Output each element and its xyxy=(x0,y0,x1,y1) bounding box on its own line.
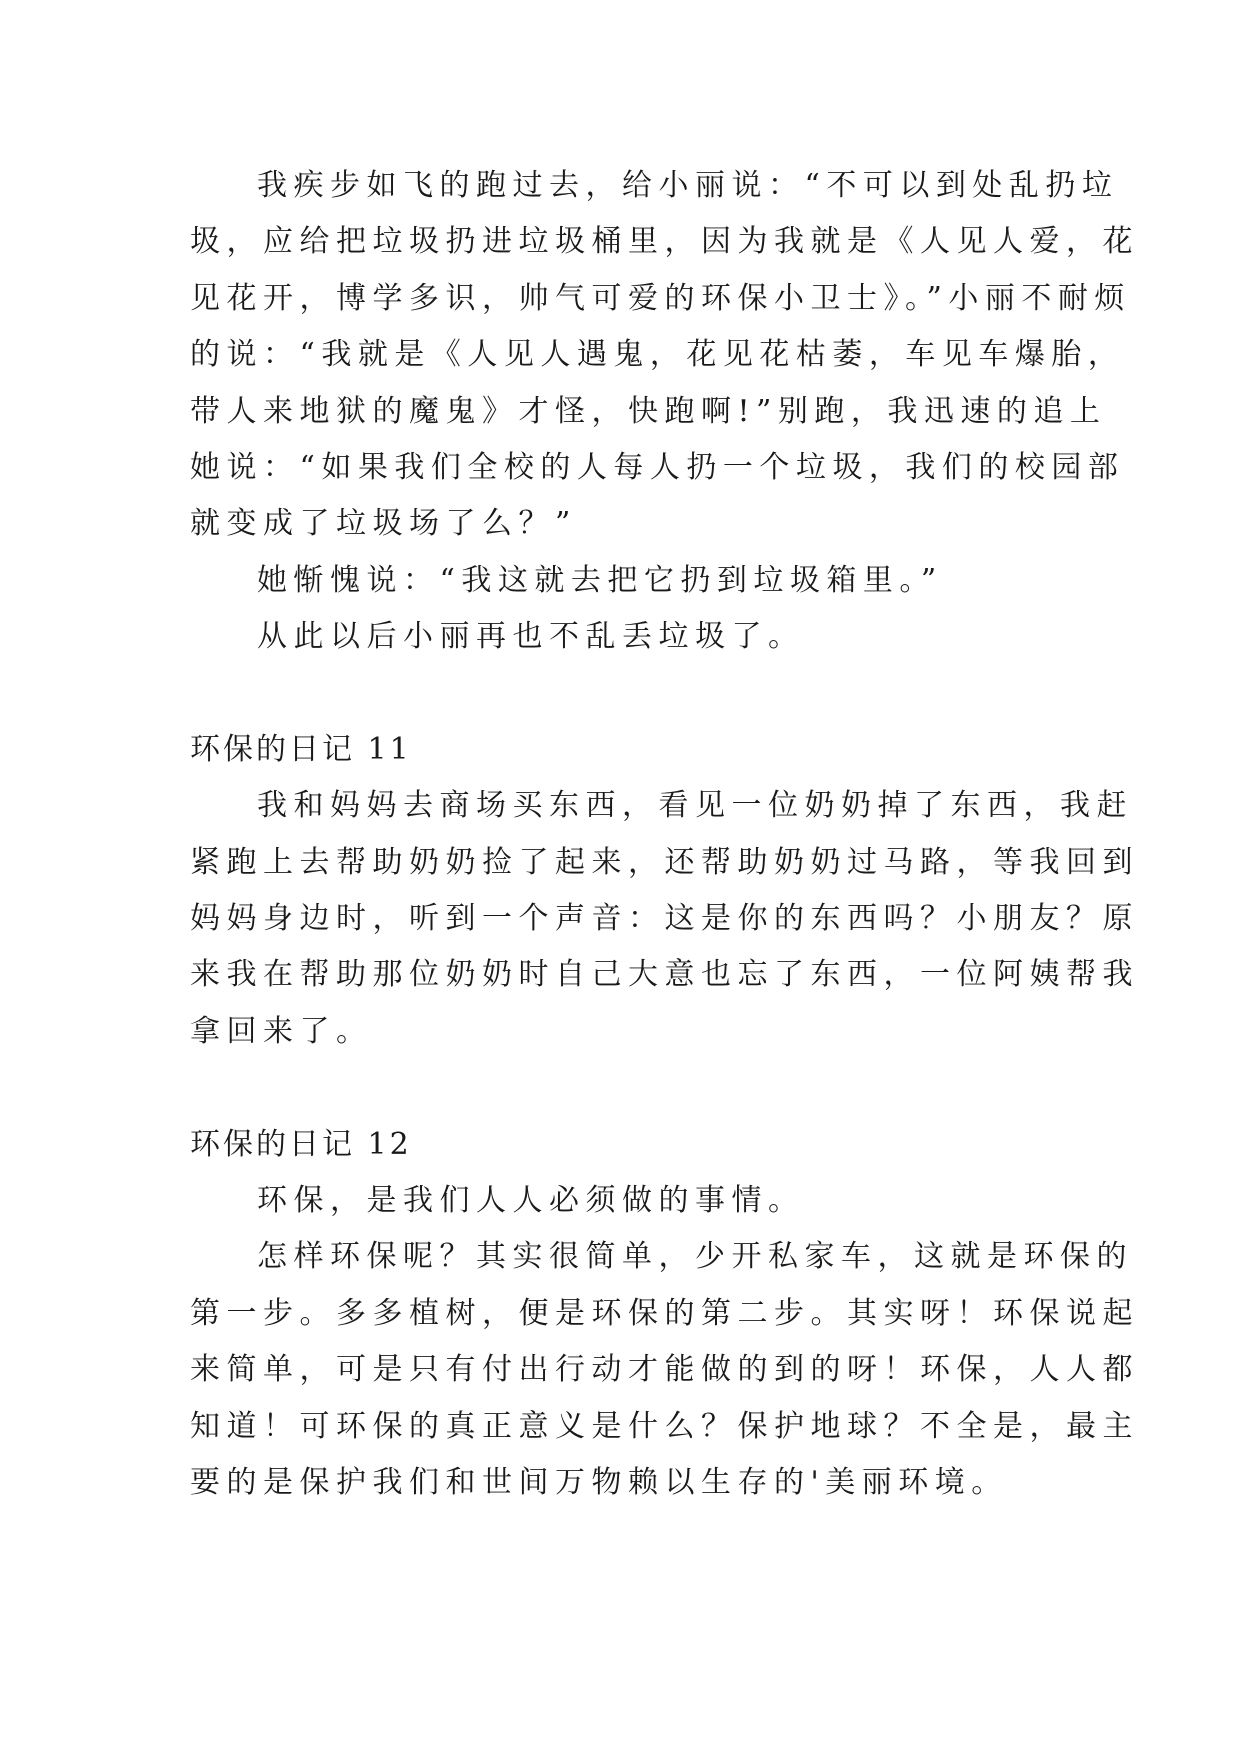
section-title-11: 环保的日记 11 xyxy=(190,731,412,767)
section-title-12: 环保的日记 12 xyxy=(190,1126,412,1162)
paragraph-ashamed xyxy=(190,553,1052,609)
text-line: 怎样环保呢？其实很简单，少开私家车，这就是环保的 xyxy=(257,1239,1133,1275)
text-line: 要的是保护我们和世间万物赖以生存的'美丽环境。 xyxy=(190,1464,1008,1500)
text-line: 环保，是我们人人必须做的事情。 xyxy=(257,1183,805,1219)
text-line: 第一步。多多植树，便是环保的第二步。其实呀！环保说起 xyxy=(190,1295,1139,1331)
text-line: 来简单，可是只有付出行动才能做的到的呀！环保，人人都 xyxy=(190,1352,1139,1388)
text-line: 紧跑上去帮助奶奶捡了起来，还帮助奶奶过马路，等我回到 xyxy=(190,844,1139,880)
text-line: 的说：“我就是《人见人遇鬼，花见花枯萎，车见车爆胎， xyxy=(190,337,1125,373)
text-line: 圾，应给把垃圾扔进垃圾桶里，因为我就是《人见人爱，花 xyxy=(190,224,1139,260)
text-line: 我和妈妈去商场买东西，看见一位奶奶掉了东西，我赶 xyxy=(257,788,1133,824)
text-line: 妈妈身边时，听到一个声音：这是你的东西吗？小朋友？原 xyxy=(190,901,1139,937)
section-gap xyxy=(190,1060,1052,1116)
text-line: 我疾步如飞的跑过去，给小丽说：“不可以到处乱扔垃 xyxy=(257,168,1119,203)
paragraph-ending xyxy=(190,609,1052,665)
paragraph-chase xyxy=(190,158,1139,553)
text-line: 带人来地狱的魔鬼》才怪，快跑啊!”别跑，我迅速的追上 xyxy=(190,393,1107,429)
text-line: 就变成了垃圾场了么？” xyxy=(190,506,577,542)
text-line: 见花开，博学多识，帅气可爱的环保小卫士》。”小丽不耐烦 xyxy=(190,280,1131,316)
paragraph-intro xyxy=(190,1173,1052,1229)
document-page xyxy=(190,158,1139,1511)
text-line: 拿回来了。 xyxy=(190,1013,373,1049)
text-line: 她说：“如果我们全校的人每人扔一个垃圾，我们的校园部 xyxy=(190,449,1125,485)
paragraph-how-to xyxy=(190,1229,1139,1511)
text-line: 从此以后小丽再也不乱丢垃圾了。 xyxy=(257,619,805,655)
paragraph-shopping xyxy=(190,778,1139,1060)
section-gap xyxy=(190,666,1052,722)
text-line: 知道！可环保的真正意义是什么？保护地球？不全是，最主 xyxy=(190,1408,1139,1444)
text-line: 她惭愧说：“我这就去把它扔到垃圾箱里。” xyxy=(257,562,943,598)
text-line: 来我在帮助那位奶奶时自己大意也忘了东西，一位阿姨帮我 xyxy=(190,957,1139,993)
